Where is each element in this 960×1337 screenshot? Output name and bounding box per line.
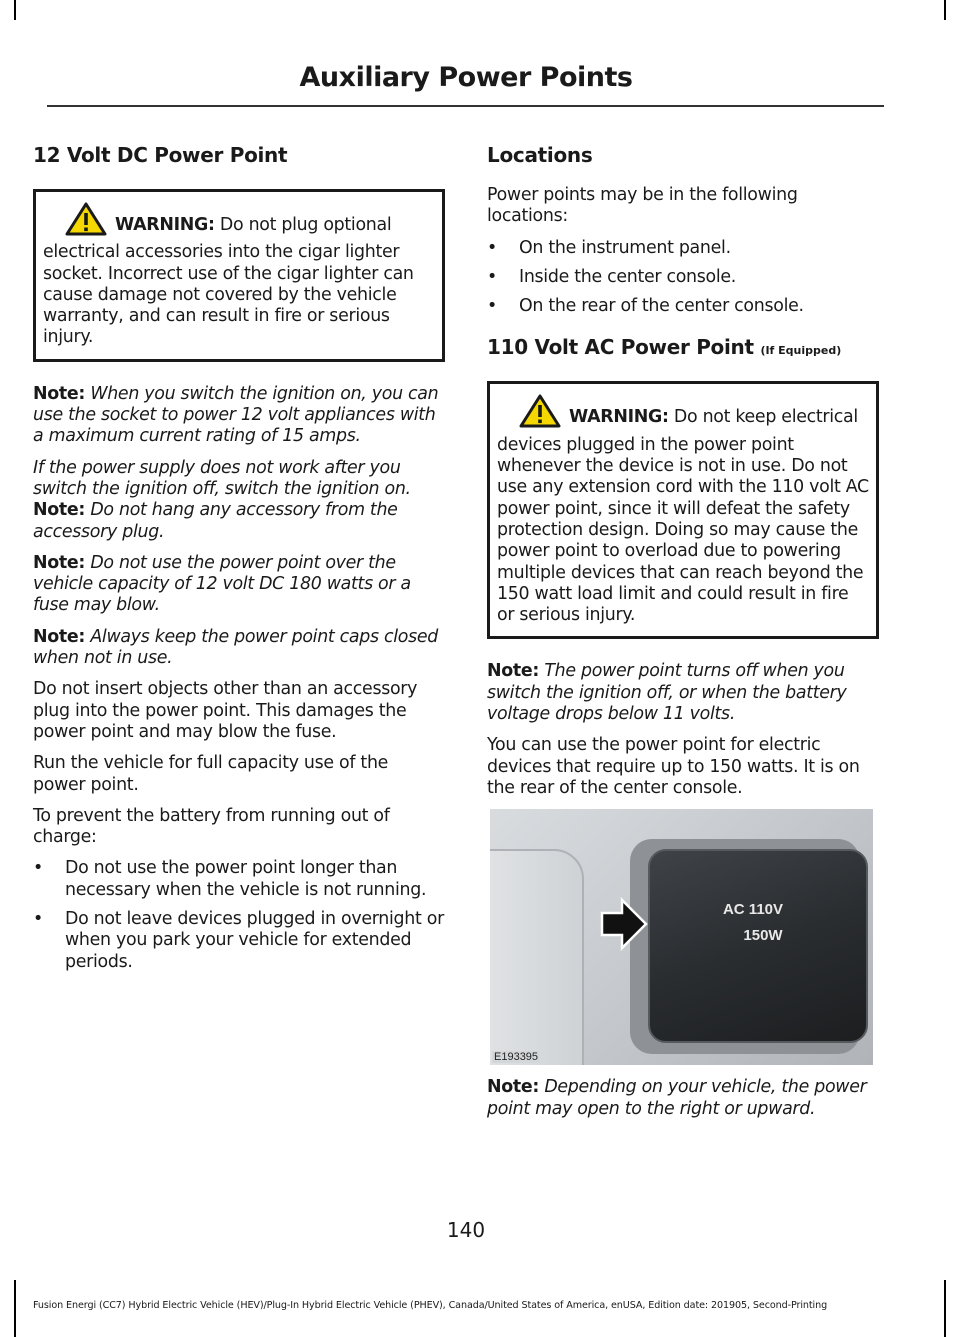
note-paragraph — [487, 661, 879, 725]
note-paragraph — [487, 1077, 879, 1120]
heading-text: 110 Volt AC Power Point — [487, 335, 754, 360]
warning-label: WARNING: — [569, 407, 669, 428]
warning-text: Do not keep electrical devices plugged in the power point whenever the device is not in use. Do not use any extension cord with the 110 volt AC power point, since it will defeat the safety protection design. Doing so may cause the power point to overload due to powering multiple devices that can reach beyond the 150 watt load limit and could result in fire or serious injury. — [497, 407, 869, 626]
section-heading-12v: 12 Volt DC Power Point — [33, 143, 288, 167]
crop-mark — [944, 1280, 946, 1337]
note-paragraph — [33, 627, 445, 670]
cap-label-wattage: 150W — [743, 927, 783, 945]
console-panel — [490, 849, 584, 1065]
warning-text: Do not plug optional electrical accessories into the cigar lighter socket. Incorrect use of the cigar lighter can cause damage not covered by the vehicle warranty, and can result in fire or serious injury. — [43, 215, 414, 348]
list-item: • On the rear of the center console. — [487, 296, 879, 317]
list-item: • Do not use the power point longer than necessary when the vehicle is not running. — [33, 858, 445, 901]
warning-label: WARNING: — [115, 215, 215, 235]
body-paragraph: Do not insert objects other than an accessory plug into the power point. This damages the power point and may blow the fuse. — [33, 679, 418, 742]
note-paragraph — [33, 553, 445, 617]
warning-triangle-icon — [519, 394, 561, 434]
note-label: Note: — [33, 626, 86, 647]
warning-box-12v — [33, 189, 445, 362]
list-item: • On the instrument panel. — [487, 238, 879, 259]
crop-mark — [14, 1280, 16, 1337]
note-paragraph — [33, 500, 445, 543]
note-label: Note: — [33, 552, 86, 573]
note-label: Note: — [33, 383, 86, 404]
crop-mark — [944, 0, 946, 20]
body-paragraph: To prevent the battery from running out of charge: — [33, 805, 390, 848]
section-heading-110v — [487, 335, 879, 359]
crop-mark — [14, 0, 16, 20]
note-label: Note: — [33, 500, 86, 521]
right-arrow-icon — [600, 897, 648, 955]
left-column — [33, 143, 445, 983]
note-label: Note: — [487, 661, 540, 682]
body-paragraph: Power points may be in the following locations: — [487, 185, 798, 227]
cap-label-voltage: AC 110V — [722, 901, 784, 919]
note-text: When you switch the ignition on, you can use the socket to power 12 volt appliances with a maximum current rating of 15 amps. — [33, 383, 439, 447]
note-label: Note: — [487, 1077, 540, 1098]
if-equipped-label: (If Equipped) — [760, 344, 842, 358]
header-rule — [47, 105, 884, 107]
note-text: Always keep the power point caps closed when not in use. — [33, 626, 439, 669]
italic-paragraph: If the power supply does not work after you switch the ignition off, switch the ignition on. — [33, 457, 411, 499]
note-paragraph — [33, 384, 445, 448]
body-paragraph: You can use the power point for electric devices that require up to 150 watts. It is on the rear of the center console. — [487, 735, 860, 798]
body-paragraph: Run the vehicle for full capacity use of the power point. — [33, 753, 389, 795]
page-number: 140 — [446, 1218, 486, 1242]
footer-text: Fusion Energi (CC7) Hybrid Electric Vehicle (HEV)/Plug-In Hybrid Electric Vehicle (PHEV), Canada/United States of America, enUSA, Edition date: 201905, Second-Printing — [33, 1300, 828, 1311]
figure-id: E193395 — [494, 1051, 539, 1064]
right-column — [487, 143, 879, 1130]
note-text: Do not hang any accessory from the accessory plug. — [33, 500, 398, 542]
battery-tips-list — [33, 858, 445, 972]
power-point-figure — [490, 809, 873, 1065]
list-item: • Do not leave devices plugged in overnight or when you park your vehicle for extended periods. — [33, 909, 445, 973]
note-text: Depending on your vehicle, the power point may open to the right or upward. — [487, 1077, 867, 1119]
locations-list — [487, 238, 879, 318]
section-heading-locations: Locations — [487, 143, 593, 167]
note-text: Do not use the power point over the vehicle capacity of 12 volt DC 180 watts or a fuse may blow. — [33, 552, 411, 616]
list-item: • Inside the center console. — [487, 267, 879, 288]
page-title: Auxiliary Power Points — [299, 62, 633, 93]
power-point-cap — [648, 849, 868, 1043]
warning-triangle-icon — [65, 202, 107, 242]
warning-box-110v — [487, 381, 879, 639]
note-text: The power point turns off when you switch the ignition off, or when the battery voltage drops below 11 volts. — [487, 661, 847, 725]
